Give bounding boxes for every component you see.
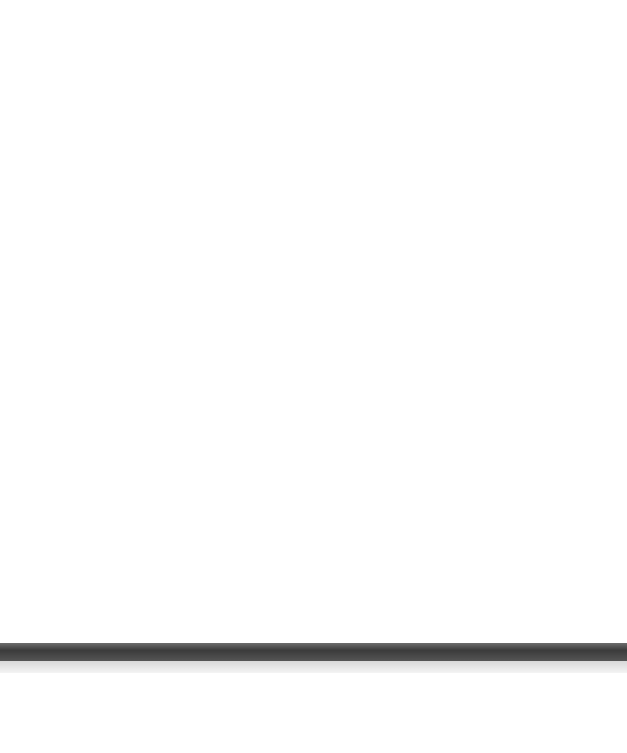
page-gap	[0, 661, 627, 673]
page-separator	[0, 643, 627, 661]
